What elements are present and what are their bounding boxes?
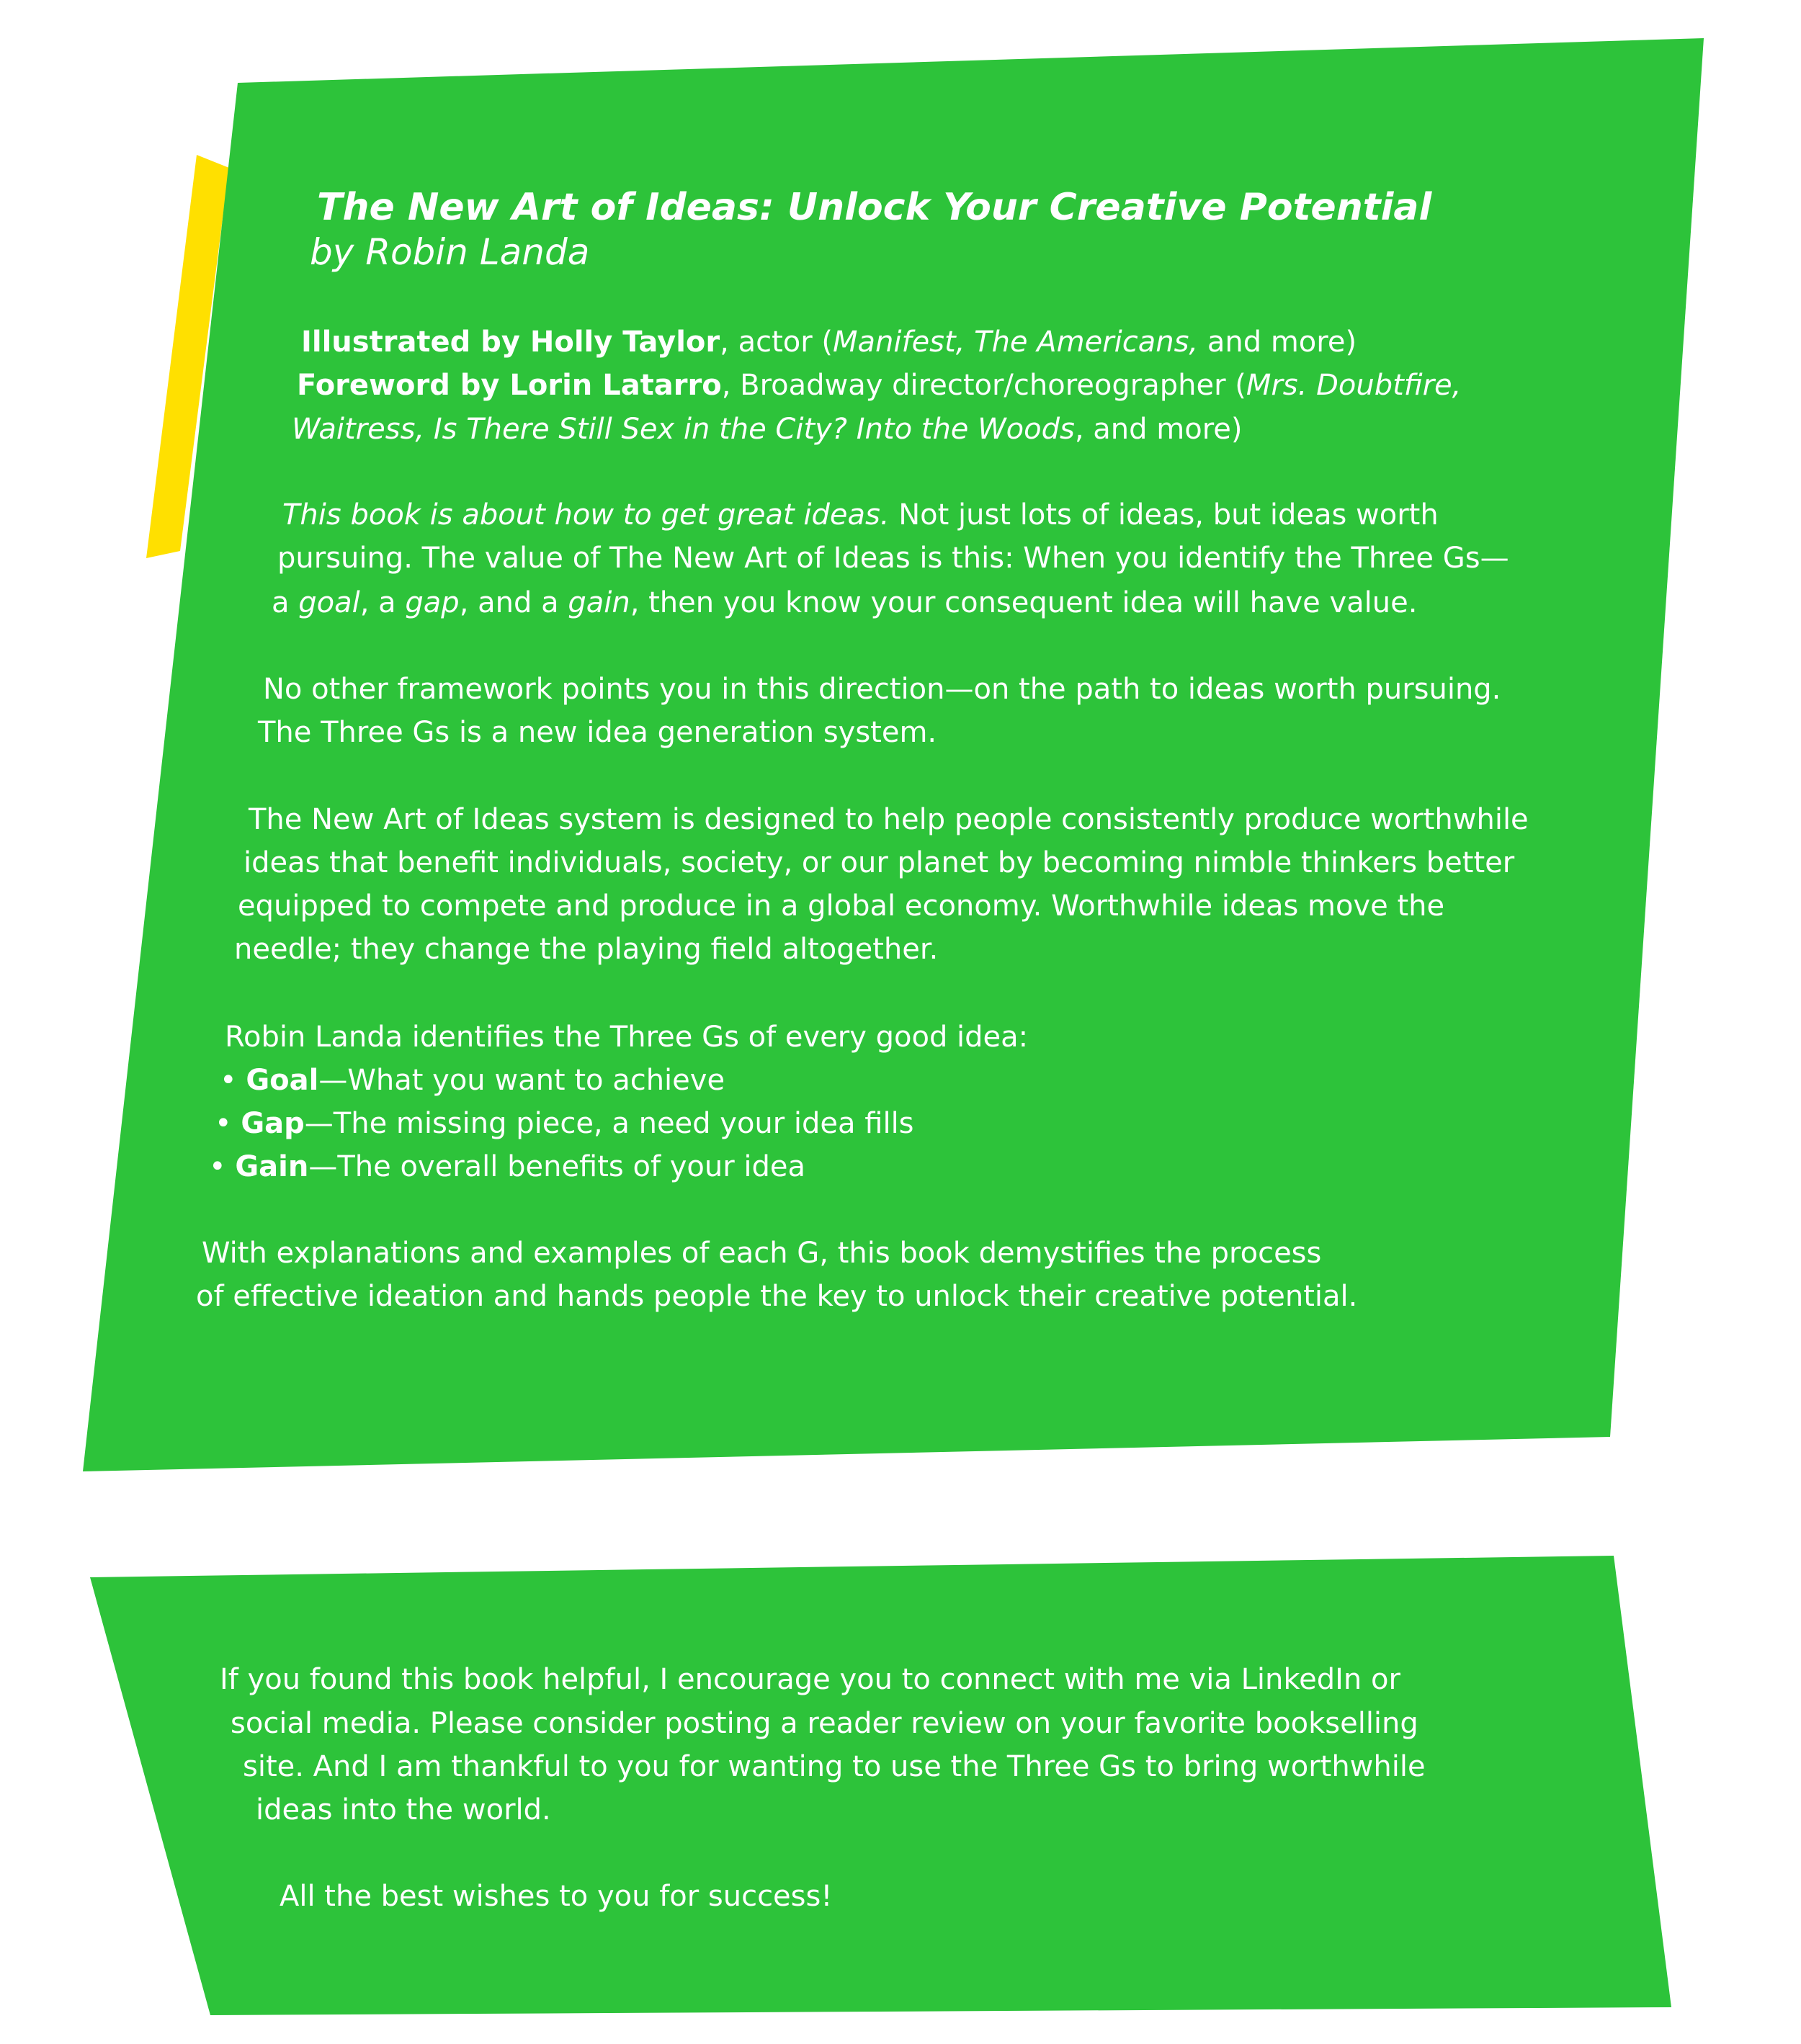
summary-paragraph-line-1: With explanations and examples of each G, this book demystifies the process (202, 1237, 1322, 1270)
foreword-works: Mrs. Doubtfire, (1246, 369, 1462, 402)
closing-wishes: All the best wishes to you for success! (280, 1880, 833, 1913)
foreword-credit: Foreword by Lorin Latarro, Broadway director/choreographer (Mrs. Doubtfire, (297, 369, 1462, 402)
bullet: • (215, 1107, 232, 1140)
illustrator-label: Illustrated by Holly Taylor (301, 326, 720, 359)
closing-line-2: social media. Please consider posting a reader review on your favorite bookselling (231, 1707, 1418, 1740)
three-gs-item-goal: • Goal—What you want to achieve (220, 1064, 725, 1097)
intro-paragraph-line-2: pursuing. The value of The New Art of Ideas is this: When you identify the Three Gs— (277, 542, 1509, 575)
three-gs-intro: Robin Landa identifies the Three Gs of every good idea: (225, 1021, 1029, 1054)
system-paragraph-line-1: The New Art of Ideas system is designed to help people consistently produce worthwhile (249, 803, 1529, 836)
closing-line-4: ideas into the world. (256, 1793, 551, 1826)
framework-paragraph-line-1: No other framework points you in this direction—on the path to ideas worth pursuing. (263, 673, 1501, 706)
closing-line-1: If you found this book helpful, I encourage you to connect with me via LinkedIn or (220, 1663, 1400, 1696)
foreword-label: Foreword by Lorin Latarro (297, 369, 722, 402)
intro-paragraph-line-1: This book is about how to get great ideas. Not just lots of ideas, but ideas worth (282, 498, 1439, 532)
illustrator-works: Manifest, The Americans, (833, 326, 1199, 359)
book-author: by Robin Landa (310, 231, 590, 273)
summary-paragraph-line-2: of effective ideation and hands people the key to unlock their creative potential. (196, 1280, 1358, 1313)
closing-line-3: site. And I am thankful to you for wanting to use the Three Gs to bring worthwhile (243, 1750, 1426, 1783)
framework-paragraph-line-2: The Three Gs is a new idea generation system. (258, 716, 937, 749)
bullet: • (220, 1064, 237, 1097)
bottom-green-panel (90, 1556, 1671, 2015)
book-title: The New Art of Ideas: Unlock Your Creative Potential (317, 186, 1432, 229)
system-paragraph-line-2: ideas that benefit individuals, society, or our planet by becoming nimble thinkers better (243, 846, 1515, 879)
three-gs-item-gap: • Gap—The missing piece, a need your idea fills (215, 1107, 914, 1140)
system-paragraph-line-3: equipped to compete and produce in a global economy. Worthwhile ideas move the (238, 889, 1445, 923)
illustrator-credit: Illustrated by Holly Taylor, actor (Manifest, The Americans, and more) (301, 326, 1357, 359)
foreword-works-cont: Waitress, Is There Still Sex in the City? Into the Woods (292, 413, 1075, 446)
system-paragraph-line-4: needle; they change the playing field altogether. (234, 933, 939, 966)
bullet: • (209, 1150, 226, 1183)
intro-paragraph-line-3: a goal, a gap, and a gain, then you know your consequent idea will have value. (272, 586, 1418, 619)
foreword-credit-cont: Waitress, Is There Still Sex in the City? Into the Woods, and more) (292, 413, 1243, 446)
three-gs-item-gain: • Gain—The overall benefits of your idea (209, 1150, 806, 1183)
